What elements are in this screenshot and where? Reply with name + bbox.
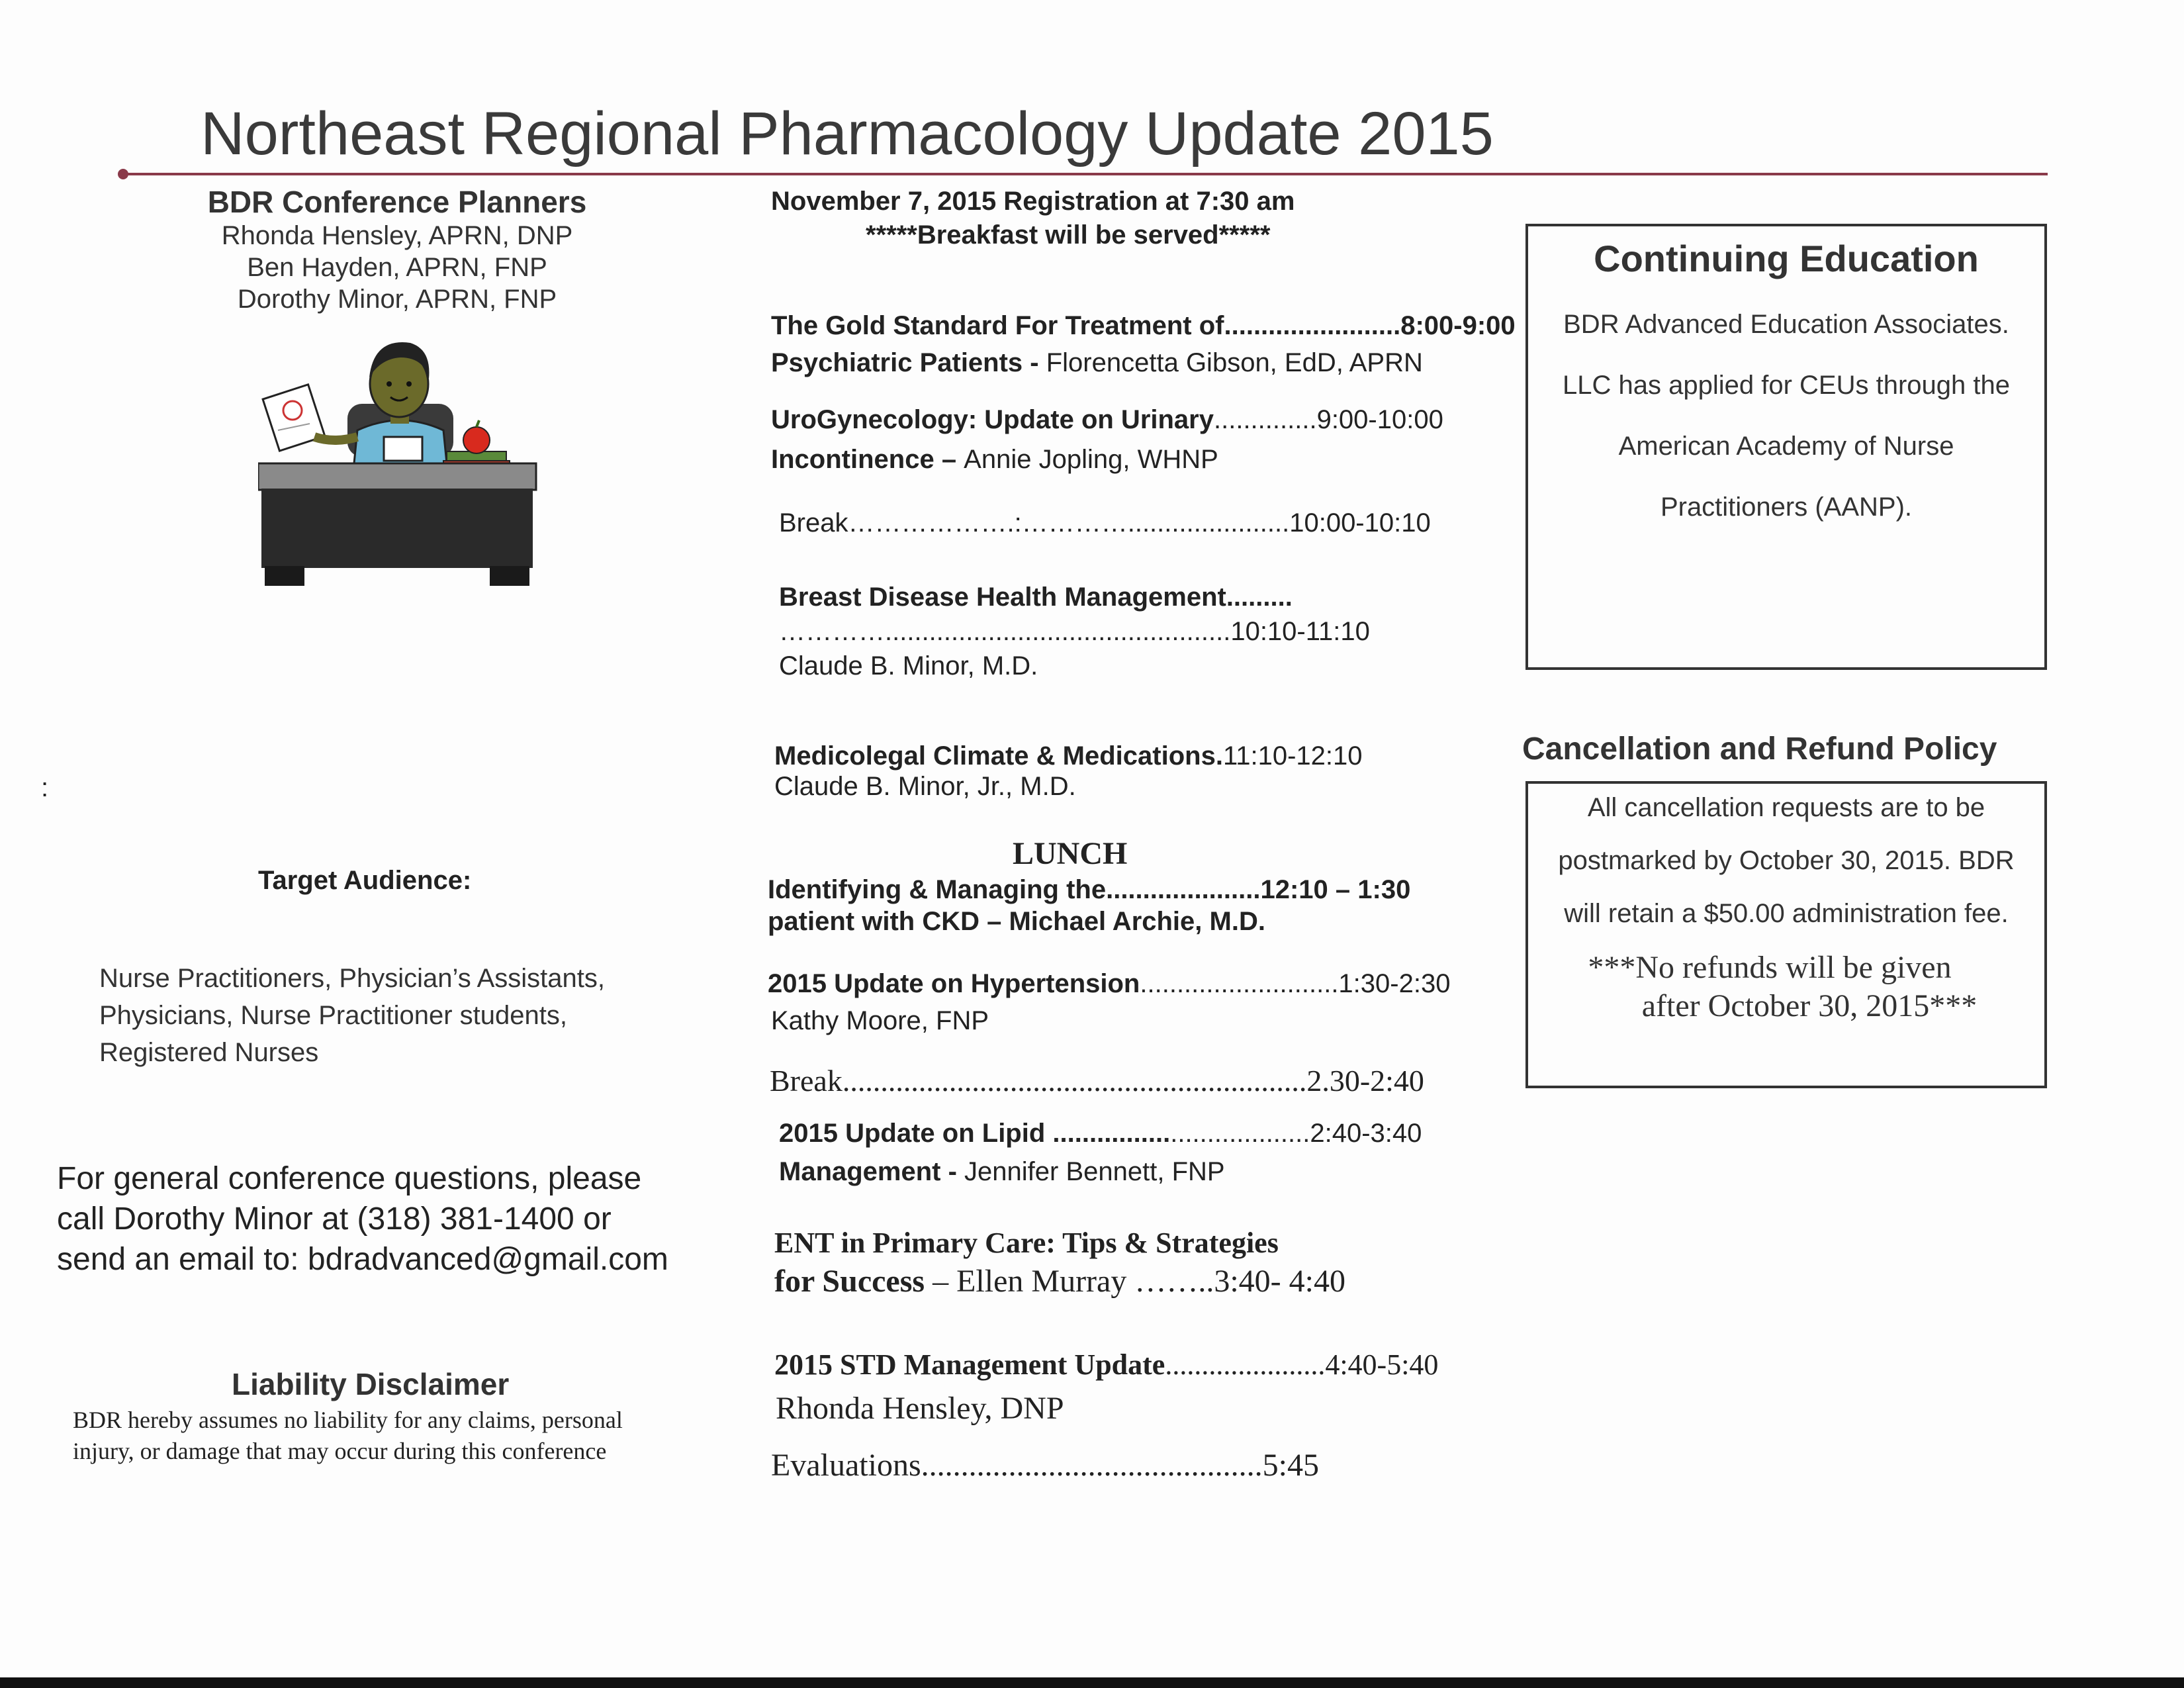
session-name-cont: for Success bbox=[774, 1264, 925, 1299]
speaker-name: Jennifer Bennett, FNP bbox=[964, 1157, 1225, 1186]
speaker-and-time: – Ellen Murray ……..3:40- 4:40 bbox=[925, 1264, 1345, 1299]
session-title bbox=[774, 1348, 1438, 1382]
session-speaker bbox=[771, 445, 1218, 475]
contact-line: send an email to: bdradvanced@gmail.com bbox=[57, 1242, 668, 1277]
speaker-name: Annie Jopling, WHNP bbox=[964, 445, 1218, 474]
title-rule bbox=[124, 173, 2048, 175]
session-speaker bbox=[774, 1263, 1345, 1299]
lunch-heading: LUNCH bbox=[1013, 836, 1128, 871]
session-name-cont: Management - bbox=[779, 1157, 965, 1186]
session-title: Identifying & Managing the.....................12:10 – 1:30 bbox=[768, 875, 1411, 904]
session-title bbox=[774, 741, 1362, 771]
no-refunds-note: after October 30, 2015*** bbox=[1641, 988, 1978, 1023]
cancellation-text-line: All cancellation requests are to be bbox=[1587, 793, 1985, 822]
speaker-name: Claude B. Minor, M.D. bbox=[779, 651, 1038, 680]
speaker-name: Kathy Moore, FNP bbox=[771, 1006, 989, 1035]
teacher-at-desk-illustration bbox=[258, 331, 543, 589]
session-name: 2015 Update on Lipid ................ bbox=[779, 1119, 1171, 1148]
session-name: 2015 STD Management Update bbox=[774, 1348, 1165, 1381]
session-title bbox=[768, 969, 1450, 999]
session-time: 11:10-12:10 bbox=[1222, 741, 1363, 771]
breakfast-line: *****Breakfast will be served***** bbox=[866, 220, 1271, 250]
cancellation-heading: Cancellation and Refund Policy bbox=[1522, 731, 1997, 767]
planner-name: Ben Hayden, APRN, FNP bbox=[247, 253, 547, 282]
session-time: ..............9:00-10:00 bbox=[1213, 405, 1443, 434]
planner-name: Rhonda Hensley, APRN, DNP bbox=[221, 221, 573, 250]
liability-text: BDR hereby assumes no liability for any claims, personal injury, or damage that may occur during this conference bbox=[73, 1407, 623, 1464]
ce-text-line: American Academy of Nurse bbox=[1618, 432, 1954, 461]
session-time: ...................2:40-3:40 bbox=[1170, 1119, 1422, 1148]
break-line: Break……………….:…………......................10:00-10:10 bbox=[779, 508, 1431, 538]
session-name-cont: Incontinence – bbox=[771, 445, 964, 474]
session-title bbox=[771, 311, 1516, 341]
session-time: ...........................1:30-2:30 bbox=[1140, 969, 1451, 998]
session-name: Medicolegal Climate & Medications. bbox=[774, 741, 1223, 771]
cancellation-box bbox=[1525, 781, 2047, 1088]
session-title bbox=[771, 405, 1443, 435]
stray-mark: : bbox=[41, 773, 49, 802]
session-name: The Gold Standard For Treatment of........................8:00-9:00 bbox=[771, 311, 1516, 340]
ce-text-line: LLC has applied for CEUs through the bbox=[1563, 371, 2010, 400]
liability-heading: Liability Disclaimer bbox=[232, 1367, 510, 1401]
audience-line: Nurse Practitioners, Physician’s Assistants, bbox=[99, 964, 606, 993]
target-audience-heading: Target Audience: bbox=[258, 866, 472, 895]
evaluations-line: Evaluations...........................................5:45 bbox=[771, 1448, 1319, 1483]
session-speaker: patient with CKD – Michael Archie, M.D. bbox=[768, 907, 1265, 936]
ce-text-line: BDR Advanced Education Associates. bbox=[1563, 310, 2009, 339]
speaker-name: Florencetta Gibson, EdD, APRN bbox=[1046, 348, 1423, 377]
planners-heading: BDR Conference Planners bbox=[207, 185, 587, 219]
ce-text-line: Practitioners (AANP). bbox=[1660, 492, 1913, 522]
scan-edge bbox=[0, 1677, 2184, 1688]
contact-line: call Dorothy Minor at (318) 381-1400 or bbox=[57, 1201, 612, 1237]
audience-line: Physicians, Nurse Practitioner students, bbox=[99, 1001, 567, 1030]
speaker-name: Claude B. Minor, Jr., M.D. bbox=[774, 772, 1076, 801]
page-title: Northeast Regional Pharmacology Update 2015 bbox=[201, 100, 1494, 167]
speaker-name: Rhonda Hensley, DNP bbox=[776, 1391, 1064, 1426]
cancellation-text-line: will retain a $50.00 administration fee. bbox=[1564, 899, 2009, 928]
session-title: Breast Disease Health Management......... bbox=[779, 583, 1293, 612]
session-speaker bbox=[771, 348, 1423, 378]
no-refunds-note: ***No refunds will be given bbox=[1588, 950, 1952, 985]
planner-name: Dorothy Minor, APRN, FNP bbox=[237, 285, 557, 314]
cancellation-text-line: postmarked by October 30, 2015. BDR bbox=[1558, 846, 2015, 875]
session-name: 2015 Update on Hypertension bbox=[768, 969, 1140, 998]
session-title bbox=[779, 1119, 1422, 1149]
continuing-education-heading: Continuing Education bbox=[1594, 238, 1979, 279]
session-time: ......................4:40-5:40 bbox=[1165, 1348, 1439, 1381]
audience-line: Registered Nurses bbox=[99, 1038, 319, 1067]
break-line: Break.............................................................2.30-2:40 bbox=[770, 1064, 1424, 1098]
session-speaker bbox=[779, 1157, 1225, 1187]
session-time: …………...............................................10:10-11:10 bbox=[779, 617, 1370, 646]
contact-line: For general conference questions, please bbox=[57, 1161, 642, 1196]
registration-line: November 7, 2015 Registration at 7:30 am bbox=[771, 187, 1295, 216]
session-title: ENT in Primary Care: Tips & Strategies bbox=[774, 1227, 1279, 1259]
session-name-cont: Psychiatric Patients - bbox=[771, 348, 1046, 377]
session-name: UroGynecology: Update on Urinary bbox=[771, 405, 1214, 434]
